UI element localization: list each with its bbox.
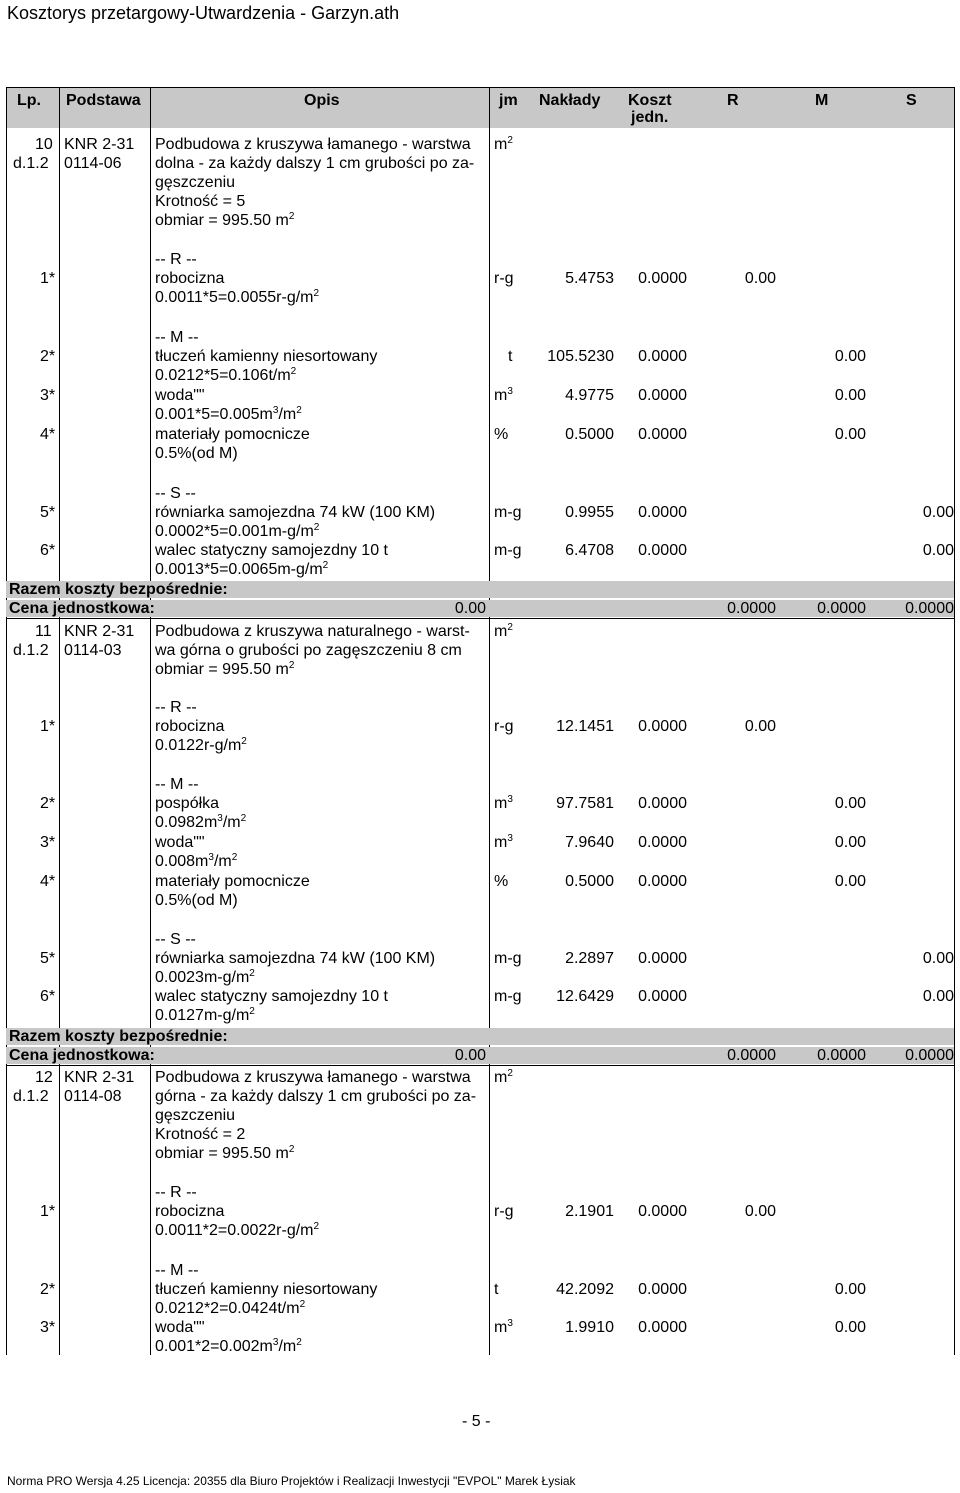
col-r: R (727, 92, 739, 109)
item-price: 0.0000 (638, 426, 687, 443)
item-formula: $0.0127m-g/m^2$ (155, 1006, 255, 1024)
item-quantity: 7.9640 (565, 834, 614, 851)
item-number: 4* (40, 426, 56, 443)
col-m: M (815, 92, 829, 109)
col-jm: jm (499, 92, 518, 109)
group-heading-r: -- R -- (155, 699, 197, 716)
position-basis: KNR 2-31 (64, 136, 135, 153)
item-name: woda"" (155, 834, 205, 851)
item-quantity: 5.4753 (565, 270, 614, 287)
item-price: 0.0000 (638, 542, 687, 559)
unit-price-label: Cena jednostkowa: (9, 600, 155, 617)
item-quantity: 4.9775 (565, 387, 614, 404)
item-value-m: 0.00 (834, 387, 866, 404)
unit-price-r: 0.0000 (727, 1047, 776, 1064)
item-name: walec statyczny samojezdny 10 t (155, 988, 388, 1005)
item-price: 0.0000 (638, 718, 687, 735)
item-unit: $m^3$ (494, 833, 513, 851)
item-unit: m-g (494, 950, 522, 967)
item-value-m: 0.00 (834, 1319, 866, 1336)
item-formula: $0.0212*5=0.106t/m^2$ (155, 366, 297, 384)
group-heading-m: -- M -- (155, 329, 199, 346)
position-basis-code: 0114-06 (64, 155, 122, 172)
position-number: 12 (35, 1069, 53, 1086)
position-section: d.1.2 (13, 642, 49, 659)
group-heading-m: -- M -- (155, 1262, 199, 1279)
direct-costs-label: Razem koszty bezpośrednie: (9, 1028, 228, 1045)
item-price: 0.0000 (638, 1281, 687, 1298)
unit-price-value: 0.00 (454, 1047, 486, 1064)
item-quantity: 0.9955 (565, 504, 614, 521)
item-value-m: 0.00 (834, 873, 866, 890)
item-price: 0.0000 (638, 270, 687, 287)
item-formula: $0.0011*5=0.0055r-g/m^2$ (155, 288, 320, 306)
item-unit: t (508, 348, 513, 365)
item-quantity: 2.1901 (565, 1203, 614, 1220)
group-heading-m: -- M -- (155, 776, 199, 793)
unit-price-m: 0.0000 (817, 1047, 866, 1064)
position-number: 10 (35, 136, 53, 153)
position-description: gęszczeniu (155, 174, 236, 191)
position-basis: KNR 2-31 (64, 1069, 135, 1086)
item-number: 5* (40, 504, 56, 521)
footer-license: Norma PRO Wersja 4.25 Licencja: 20355 dla Biuro Projektów i Realizacji Inwestycji "EVPOL" Marek Łysiak (7, 1474, 576, 1488)
item-price: 0.0000 (638, 1203, 687, 1220)
item-number: 6* (40, 542, 56, 559)
position-description: Podbudowa z kruszywa naturalnego - warst- (155, 623, 470, 640)
item-quantity: 0.5000 (565, 426, 614, 443)
document-title: Kosztorys przetargowy-Utwardzenia - Garzyn.ath (7, 3, 400, 23)
position-unit: $m^2$ (494, 622, 513, 640)
item-quantity: 1.9910 (565, 1319, 614, 1336)
item-number: 4* (40, 873, 56, 890)
item-formula: 0.5%(od M) (155, 892, 238, 909)
position-description: Podbudowa z kruszywa łamanego - warstwa (155, 136, 471, 153)
item-number: 6* (40, 988, 56, 1005)
col-podstawa: Podstawa (66, 92, 141, 109)
item-name: robocizna (155, 1203, 225, 1220)
item-number: 2* (40, 795, 56, 812)
item-quantity: 42.2092 (556, 1281, 614, 1298)
item-price: 0.0000 (638, 834, 687, 851)
item-name: równiarka samojezdna 74 kW (100 KM) (155, 950, 436, 967)
item-formula: $0.008m^3/m^2$ (155, 852, 238, 870)
item-number: 3* (40, 834, 56, 851)
col-lp: Lp. (17, 92, 41, 109)
item-unit: r-g (494, 270, 514, 287)
item-formula: 0.5%(od M) (155, 445, 238, 462)
item-number: 2* (40, 348, 56, 365)
unit-price-label: Cena jednostkowa: (9, 1047, 155, 1064)
item-value-s: 0.00 (922, 504, 954, 521)
item-price: 0.0000 (638, 873, 687, 890)
position-description: górna - za każdy dalszy 1 cm grubości po za- (155, 1088, 477, 1105)
item-unit: % (494, 873, 509, 890)
position-obmiar: obmiar = 995.50 $m^2$ (155, 211, 295, 229)
position-obmiar: obmiar = 995.50 $m^2$ (155, 1144, 295, 1162)
item-formula: $0.0023m-g/m^2$ (155, 968, 255, 986)
item-name: woda"" (155, 387, 205, 404)
item-name: tłuczeń kamienny niesortowany (155, 1281, 378, 1298)
item-value-s: 0.00 (922, 988, 954, 1005)
position-section: d.1.2 (13, 155, 49, 172)
item-unit: % (494, 426, 509, 443)
unit-price-m: 0.0000 (817, 600, 866, 617)
item-value-m: 0.00 (834, 795, 866, 812)
item-unit: m-g (494, 504, 522, 521)
col-s: S (906, 92, 917, 109)
item-value-m: 0.00 (834, 348, 866, 365)
item-price: 0.0000 (638, 988, 687, 1005)
page-number: - 5 - (462, 1413, 491, 1430)
item-unit: $m^3$ (494, 794, 513, 812)
item-formula: $0.0982m^3/m^2$ (155, 813, 247, 831)
item-number: 1* (40, 1203, 56, 1220)
position-multiplier: Krotność = 5 (155, 193, 246, 210)
item-value-r: 0.00 (744, 718, 776, 735)
unit-price-value: 0.00 (454, 600, 486, 617)
item-unit: r-g (494, 718, 514, 735)
item-unit: m-g (494, 542, 522, 559)
item-quantity: 12.1451 (556, 718, 614, 735)
position-section: d.1.2 (13, 1088, 49, 1105)
position-description: dolna - za każdy dalszy 1 cm grubości po za- (155, 155, 475, 172)
item-name: tłuczeń kamienny niesortowany (155, 348, 378, 365)
position-obmiar: obmiar = 995.50 $m^2$ (155, 660, 295, 678)
item-name: robocizna (155, 270, 225, 287)
item-price: 0.0000 (638, 1319, 687, 1336)
group-heading-s: -- S -- (155, 931, 196, 948)
item-unit: r-g (494, 1203, 514, 1220)
item-quantity: 2.2897 (565, 950, 614, 967)
item-price: 0.0000 (638, 348, 687, 365)
position-description: wa górna o grubości po zagęszczeniu 8 cm (155, 642, 462, 659)
unit-price-s: 0.0000 (905, 600, 954, 617)
position-number: 11 (35, 623, 52, 640)
item-name: pospółka (155, 795, 220, 812)
group-heading-r: -- R -- (155, 251, 197, 268)
item-quantity: 12.6429 (556, 988, 614, 1005)
item-name: robocizna (155, 718, 225, 735)
col-naklady: Nakłady (539, 92, 601, 109)
item-quantity: 6.4708 (565, 542, 614, 559)
position-description: gęszczeniu (155, 1107, 236, 1124)
position-unit: $m^2$ (494, 1068, 513, 1086)
item-formula: $0.001*2=0.002m^3/m^2$ (155, 1337, 302, 1355)
item-value-m: 0.00 (834, 834, 866, 851)
item-name: materiały pomocnicze (155, 873, 310, 890)
item-number: 5* (40, 950, 56, 967)
item-value-s: 0.00 (922, 542, 954, 559)
group-heading-r: -- R -- (155, 1184, 197, 1201)
col-koszt-jedn: jedn. (631, 109, 669, 126)
item-number: 3* (40, 387, 56, 404)
item-price: 0.0000 (638, 504, 687, 521)
item-number: 1* (40, 270, 56, 287)
position-multiplier: Krotność = 2 (155, 1126, 246, 1143)
item-unit: $m^3$ (494, 386, 513, 404)
item-price: 0.0000 (638, 387, 687, 404)
item-formula: $0.0002*5=0.001m-g/m^2$ (155, 522, 320, 540)
item-value-m: 0.00 (834, 426, 866, 443)
item-unit: m-g (494, 988, 522, 1005)
item-name: równiarka samojezdna 74 kW (100 KM) (155, 504, 436, 521)
position-basis-code: 0114-08 (64, 1088, 122, 1105)
item-formula: $0.001*5=0.005m^3/m^2$ (155, 405, 302, 423)
group-heading-s: -- S -- (155, 485, 196, 502)
item-value-m: 0.00 (834, 1281, 866, 1298)
item-formula: $0.0013*5=0.0065m-g/m^2$ (155, 560, 329, 578)
item-quantity: 105.5230 (547, 348, 614, 365)
position-description: Podbudowa z kruszywa łamanego - warstwa (155, 1069, 471, 1086)
item-value-r: 0.00 (744, 270, 776, 287)
item-unit: t (494, 1281, 499, 1298)
item-number: 2* (40, 1281, 56, 1298)
item-price: 0.0000 (638, 795, 687, 812)
item-value-r: 0.00 (744, 1203, 776, 1220)
item-formula: $0.0122r-g/m^2$ (155, 736, 247, 754)
col-koszt: Koszt (628, 92, 672, 109)
item-formula: $0.0011*2=0.0022r-g/m^2$ (155, 1221, 320, 1239)
position-basis: KNR 2-31 (64, 623, 135, 640)
item-formula: $0.0212*2=0.0424t/m^2$ (155, 1299, 306, 1317)
item-unit: $m^3$ (494, 1318, 513, 1336)
item-name: materiały pomocnicze (155, 426, 310, 443)
direct-costs-label: Razem koszty bezpośrednie: (9, 581, 228, 598)
position-unit: $m^2$ (494, 135, 513, 153)
unit-price-s: 0.0000 (905, 1047, 954, 1064)
item-number: 3* (40, 1319, 56, 1336)
item-quantity: 97.7581 (556, 795, 614, 812)
item-name: walec statyczny samojezdny 10 t (155, 542, 388, 559)
col-opis: Opis (304, 92, 340, 109)
item-quantity: 0.5000 (565, 873, 614, 890)
item-number: 1* (40, 718, 56, 735)
position-basis-code: 0114-03 (64, 642, 122, 659)
item-value-s: 0.00 (922, 950, 954, 967)
unit-price-r: 0.0000 (727, 600, 776, 617)
item-name: woda"" (155, 1319, 205, 1336)
header-band (6, 88, 954, 128)
item-price: 0.0000 (638, 950, 687, 967)
